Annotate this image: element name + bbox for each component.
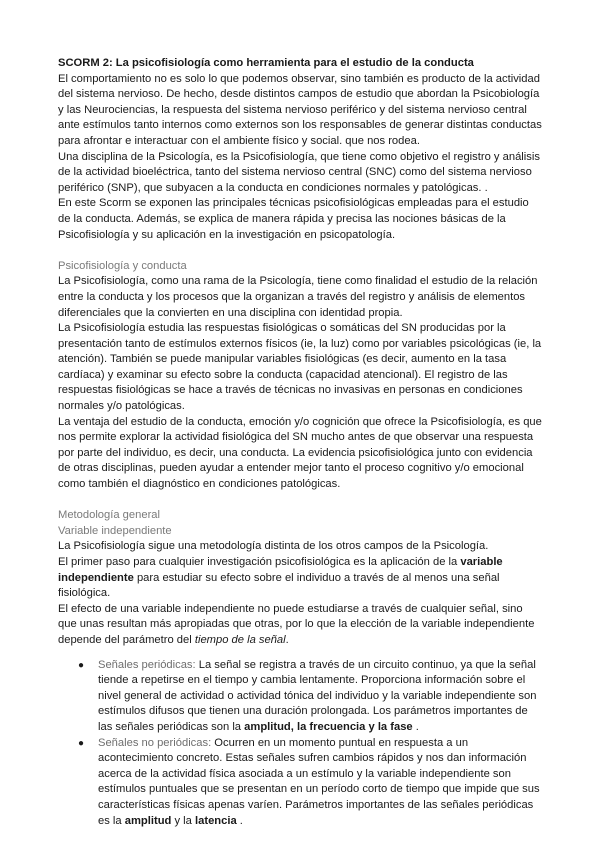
italic-term: tiempo de la señal: [194, 633, 286, 646]
subheading-variable-independiente: Variable independiente: [58, 524, 172, 537]
text-run: .: [412, 720, 419, 733]
intro-paragraph-1: El comportamiento no es solo lo que podemos observar, sino también es producto de la actividad del sistema nervioso. De hecho, desde distintos campos de estudio que abordan la Psicobiología y las Neurociencias, la respuesta del sistema nervioso periférico y del sistema nervioso central ante estímulos tanto internos como externos son los responsables de generar distintas conductas para afrontar e interactuar con el ambiente físico y social. que nos rodea.: [58, 72, 542, 147]
section2-paragraph-1: La Psicofisiología sigue una metodología distinta de los otros campos de la Psicología.: [58, 540, 489, 553]
text-run: .: [285, 633, 289, 646]
text-run: y la: [171, 814, 196, 827]
section2-paragraph-2: [58, 555, 544, 602]
intro-paragraph-2: Una disciplina de la Psicología, es la Psicofisiología, que tiene como objetivo el registro y análisis de la actividad bioeléctrica, tanto del sistema nervioso central (SNC) como del sistema nervioso periférico (SNP), que subyacen a la conducta en condiciones normales y patológicas. .: [58, 150, 540, 194]
text-run: El primer paso para cualquier investigación psicofisiológica es la aplicación de la: [58, 556, 461, 568]
section1-paragraph-2: La Psicofisiología estudia las respuestas fisiológicas o somáticas del SN producidas por la presentación tanto de estímulos externos físicos (ie, la luz) como por variables psicológicas (ie, la atención). También se puede manipular variables fisiológicas (es decir, aumento en la tasa cardíaca) y examinar su efecto sobre la conducta (capacidad atencional). El registro de las respuestas fisiológicas se hace a través de técnicas no invasivas en personas en condiciones normales y/o patológicas.: [58, 322, 542, 413]
section-heading-metodologia: Metodología general: [58, 509, 161, 522]
text-run: para estudiar su efecto sobre el individuo a través de al menos una señal fisiológica.: [58, 571, 500, 600]
bullet-icon: ●: [78, 737, 85, 749]
section2-paragraph-3: [58, 602, 544, 649]
text-run: .: [236, 814, 243, 827]
signal-types-list: [58, 658, 544, 830]
bold-term: amplitud: [124, 814, 172, 827]
text-run: El efecto de una variable independiente no puede estudiarse a través de cualquier señal, sino que unas resultan más apropiadas que otras, por lo que la elección de la variable independiente depende del parámetro del: [58, 602, 535, 646]
bold-term: variable independiente: [58, 556, 503, 584]
text-run: La señal se registra a través de un circuito continuo, ya que la señal tiende a repetirse en el tiempo y cambia lentamente. Proporciona información sobre el nivel general de actividad o actividad tónica del individuo y la variable independiente son estímulos difusos que tienen una duración prolongada. Los parámetros importantes de las señales periódicas son la: [98, 658, 537, 733]
section-heading-psicofisiologia: Psicofisiología y conducta: [58, 259, 187, 272]
spacer: [58, 243, 544, 259]
intro-paragraph-3: En este Scorm se exponen las principales técnicas psicofisiológicas empleadas para el estudio de la conducta. Además, se explica de manera rápida y precisa las nociones básicas de la Psicofisiología y su aplicación en la investigación en psicopatología.: [58, 197, 529, 241]
list-item-label: Señales periódicas:: [98, 658, 196, 671]
bullet-icon: ●: [78, 659, 85, 671]
bold-term: latencia: [195, 814, 237, 827]
text-run: Ocurren en un momento puntual en respuesta a un acontecimiento concreto. Estas señales sufren cambios rápidos y nos dan información acerca de la actividad física asociada a un estímulo y la variable independiente son estímulos puntuales que se presentan en un período corto de tiempo que impide que sus características físicas apenas varíen. Parámetros importantes de las señales periódicas es la: [98, 736, 540, 827]
document-title: SCORM 2: La psicofisiología como herramienta para el estudio de la conducta: [58, 57, 474, 69]
list-item-senales-periodicas: [78, 658, 544, 736]
section1-paragraph-1: La Psicofisiología, como una rama de la Psicología, tiene como finalidad el estudio de la relación entre la conducta y los procesos que la organizan a través del registro y análisis de elementos diferenciales que la convierten en una disciplina con identidad propia.: [58, 275, 538, 319]
list-item-label: Señales no periódicas:: [98, 736, 212, 749]
list-item-senales-no-periodicas: [78, 736, 544, 830]
spacer: [58, 493, 544, 509]
bold-term: amplitud, la frecuencia y la fase: [244, 720, 413, 733]
section1-paragraph-3: La ventaja del estudio de la conducta, emoción y/o cognición que ofrece la Psicofisiología, es que nos permite explorar la actividad fisiológica del SN mucho antes de que observar una respuesta por parte del individuo, es decir, una conducta. La evidencia psicofisiológica junto con evidencia de otras disciplinas, pueden ayudar a entender mejor tanto el proceso cognitivo y/o emocional como también el diagnóstico en condiciones patológicas.: [58, 415, 542, 491]
